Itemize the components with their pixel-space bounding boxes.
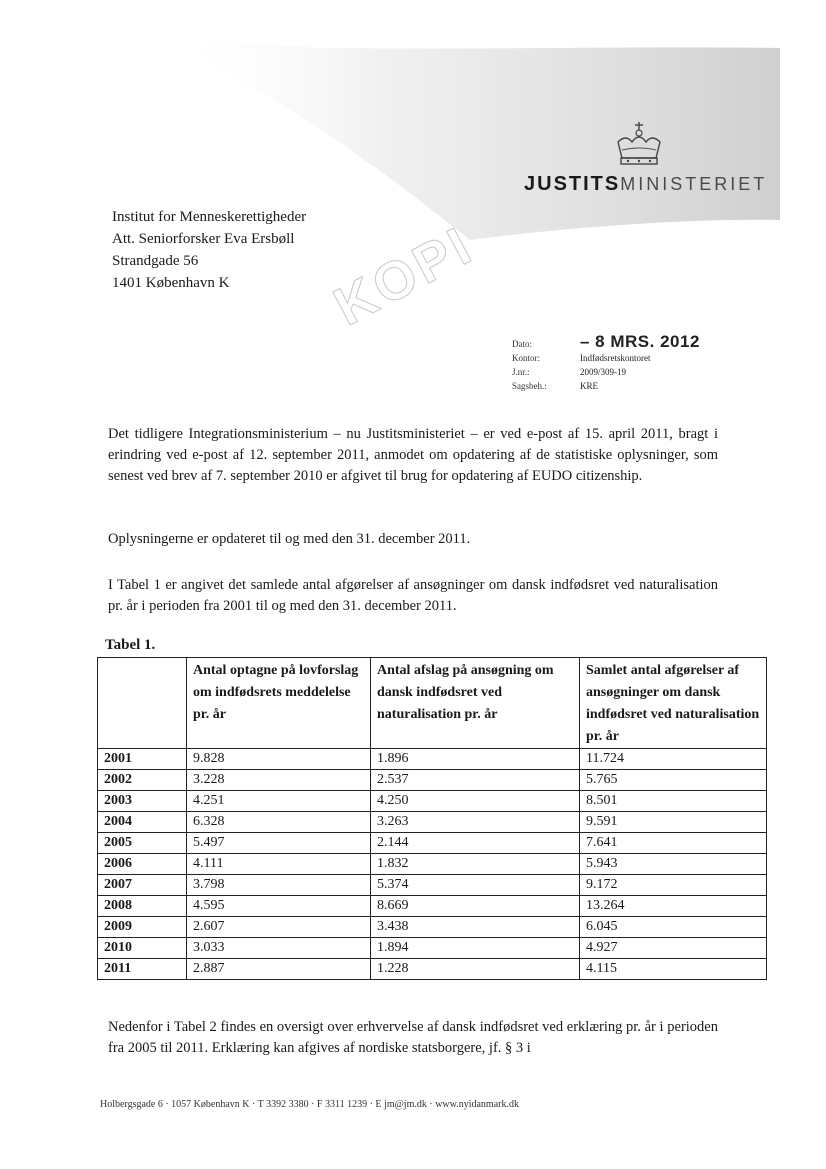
table-row	[98, 749, 767, 770]
naturalisation-table	[97, 657, 767, 980]
afslag-cell: 2.144	[371, 833, 580, 854]
samlet-cell: 4.927	[580, 938, 767, 959]
meta-label: Kontor:	[512, 353, 540, 363]
afslag-cell: 5.374	[371, 875, 580, 896]
meta-label: J.nr.:	[512, 367, 530, 377]
letter-metadata	[512, 333, 700, 393]
paragraph-table2-intro: Nedenfor i Tabel 2 findes en oversigt over erhvervelse af dansk indfødsret ved erklæring pr. år i perioden fra 2005 til 2011. Erklæring kan afgives af nordiske statsborgere, jf. § 3 i	[108, 1019, 718, 1056]
address-line: Institut for Menneskerettigheder	[112, 209, 307, 225]
year-cell: 2011	[98, 959, 187, 980]
table-caption: Tabel 1.	[105, 637, 156, 653]
meta-label: Dato:	[512, 339, 532, 349]
year-cell: 2007	[98, 875, 187, 896]
table-header-row	[98, 658, 767, 749]
address-line: 1401 København K	[112, 275, 230, 291]
logo-strong: JUSTITS	[524, 173, 621, 195]
meta-value: 2009/309-19	[580, 367, 626, 377]
table-row	[98, 791, 767, 812]
address-line: Strandgade 56	[112, 253, 199, 269]
table-row	[98, 812, 767, 833]
crown-icon	[612, 120, 666, 168]
meta-label: Sagsbeh.:	[512, 381, 547, 391]
year-cell: 2010	[98, 938, 187, 959]
date-stamp: – 8 MRS. 2012	[580, 332, 700, 351]
afslag-cell: 3.438	[371, 917, 580, 938]
meta-value: KRE	[580, 381, 598, 391]
kopi-stamp: KOPI	[324, 214, 484, 338]
optagne-cell: 3.033	[187, 938, 371, 959]
header-cell-year	[98, 658, 187, 749]
afslag-cell: 8.669	[371, 896, 580, 917]
samlet-cell: 9.172	[580, 875, 767, 896]
table-row	[98, 959, 767, 980]
afslag-cell: 2.537	[371, 770, 580, 791]
ministry-logo	[524, 173, 767, 196]
samlet-cell: 11.724	[580, 749, 767, 770]
optagne-cell: 4.595	[187, 896, 371, 917]
optagne-cell: 2.887	[187, 959, 371, 980]
table-row	[98, 854, 767, 875]
paragraph-intro: Det tidligere Integrationsministerium – nu Justitsministeriet – er ved e-post af 15. april 2011, bragt i erindring ved e-post af 12. september 2011, anmodet om opdatering af de statistiske oplysninger, som senest ved brev af 7. september 2010 er afgivet til brug for opdatering af EUDO citizenship.	[108, 426, 718, 484]
meta-row-sagsbeh	[512, 379, 700, 393]
year-cell: 2009	[98, 917, 187, 938]
optagne-cell: 3.798	[187, 875, 371, 896]
meta-row-dato	[512, 333, 700, 351]
optagne-cell: 5.497	[187, 833, 371, 854]
samlet-cell: 4.115	[580, 959, 767, 980]
optagne-cell: 4.251	[187, 791, 371, 812]
samlet-cell: 6.045	[580, 917, 767, 938]
paragraph-updated: Oplysningerne er opdateret til og med den 31. december 2011.	[108, 531, 471, 547]
table-row	[98, 917, 767, 938]
afslag-cell: 1.832	[371, 854, 580, 875]
afslag-cell: 1.896	[371, 749, 580, 770]
afslag-cell: 1.228	[371, 959, 580, 980]
table-row	[98, 770, 767, 791]
samlet-cell: 9.591	[580, 812, 767, 833]
footer-contact: Holbergsgade 6 · 1057 København K · T 3392 3380 · F 3311 1239 · E jm@jm.dk · www.nyidanmark.dk	[100, 1099, 519, 1110]
header-cell-afslag: Antal afslag på ansøgning om dansk indfødsret ved naturalisation pr. år	[371, 658, 580, 749]
header-cell-samlet: Samlet antal afgørelser af ansøgninger om dansk indfødsret ved naturalisation pr. år	[580, 658, 767, 749]
samlet-cell: 13.264	[580, 896, 767, 917]
recipient-address	[112, 206, 306, 294]
year-cell: 2002	[98, 770, 187, 791]
meta-value: Indfødsretskontoret	[580, 353, 651, 363]
logo-light: MINISTERIET	[620, 174, 768, 194]
year-cell: 2004	[98, 812, 187, 833]
paragraph-table1-intro: I Tabel 1 er angivet det samlede antal afgørelser af ansøgninger om dansk indfødsret ved naturalisation pr. år i perioden fra 2001 til og med den 31. december 2011.	[108, 577, 718, 614]
address-line: Att. Seniorforsker Eva Ersbøll	[112, 231, 295, 247]
optagne-cell: 6.328	[187, 812, 371, 833]
table-row	[98, 875, 767, 896]
table-row	[98, 833, 767, 854]
meta-row-jnr	[512, 365, 700, 379]
optagne-cell: 2.607	[187, 917, 371, 938]
header-cell-optagne: Antal optagne på lovforslag om indfødsrets meddelelse pr. år	[187, 658, 371, 749]
table-body	[98, 749, 767, 980]
year-cell: 2008	[98, 896, 187, 917]
meta-row-kontor	[512, 351, 700, 365]
optagne-cell: 9.828	[187, 749, 371, 770]
optagne-cell: 4.111	[187, 854, 371, 875]
year-cell: 2006	[98, 854, 187, 875]
year-cell: 2001	[98, 749, 187, 770]
afslag-cell: 3.263	[371, 812, 580, 833]
samlet-cell: 7.641	[580, 833, 767, 854]
table-row	[98, 896, 767, 917]
afslag-cell: 4.250	[371, 791, 580, 812]
table-row	[98, 938, 767, 959]
year-cell: 2003	[98, 791, 187, 812]
optagne-cell: 3.228	[187, 770, 371, 791]
year-cell: 2005	[98, 833, 187, 854]
samlet-cell: 5.943	[580, 854, 767, 875]
afslag-cell: 1.894	[371, 938, 580, 959]
samlet-cell: 5.765	[580, 770, 767, 791]
samlet-cell: 8.501	[580, 791, 767, 812]
